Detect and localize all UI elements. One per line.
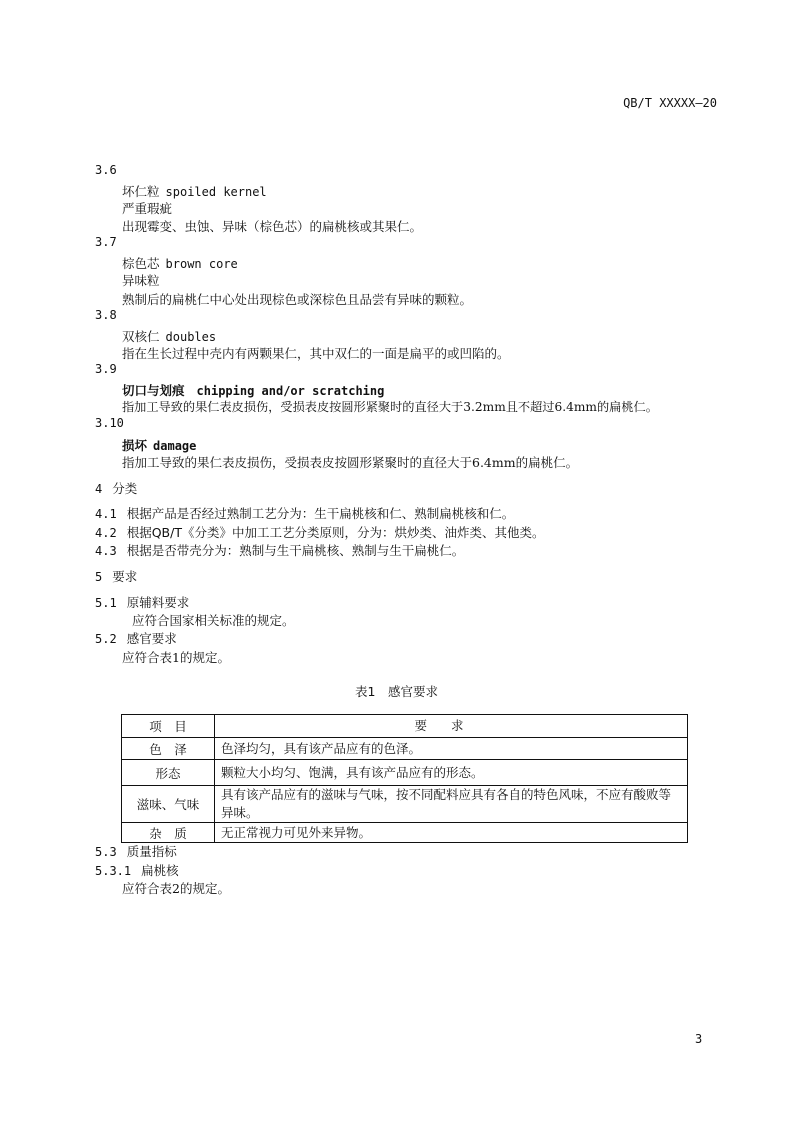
term-number: 3.10: [95, 416, 124, 430]
section-heading: [95, 479, 137, 497]
table-cell-requirement: 色泽均匀，具有该产品应有的色泽。: [215, 738, 688, 760]
table-cell-requirement: 颗粒大小均匀、饱满，具有该产品应有的形态。: [215, 760, 688, 786]
clause-number: 4.2: [95, 526, 117, 540]
subsection-number: 5.3.1: [95, 864, 132, 878]
term-number: 3.8: [95, 308, 117, 322]
term-title: [122, 380, 384, 399]
subsection-title: 感官要求: [126, 631, 177, 646]
clause-number: 4.1: [95, 507, 117, 521]
term-number: 3.6: [95, 163, 117, 177]
table-header-cell: 项 目: [122, 715, 215, 738]
clause: [95, 523, 544, 541]
term-title-zh: 坏仁粒: [122, 184, 160, 199]
sensory-requirements-table: [121, 714, 688, 843]
table-header-row: [122, 715, 688, 738]
table-cell-item: 形态: [122, 760, 215, 786]
term-title: [122, 326, 216, 345]
table-header-cell: 要求: [215, 715, 688, 738]
term-title-zh: 棕色芯: [122, 256, 160, 271]
table-row: [122, 786, 688, 823]
clause: [95, 541, 464, 559]
section-number: 5: [95, 570, 103, 584]
subsection-title: 扁桃核: [141, 863, 179, 878]
subsection-title: 质量指标: [126, 844, 177, 859]
term-title-zh: 切口与划痕: [122, 383, 185, 398]
table-cell-item: 杂 质: [122, 823, 215, 843]
table-row: [122, 823, 688, 843]
clause-text: 根据产品是否经过熟制工艺分为：生干扁桃核和仁、熟制扁桃核和仁。: [126, 506, 515, 521]
term-title-en: brown core: [165, 257, 238, 271]
clause-text: 应符合表1的规定。: [122, 650, 230, 665]
page-number: 3: [695, 1032, 703, 1046]
term-definition: 熟制后的扁桃仁中心处出现棕色或深棕色且品尝有异味的颗粒。: [122, 292, 473, 307]
subsection-title: 原辅料要求: [126, 595, 190, 610]
term-definition: 出现霉变、虫蚀、异味（棕色芯）的扁桃核或其果仁。: [122, 219, 423, 234]
term-title-en: spoiled kernel: [165, 185, 267, 199]
table-cell-item: 色 泽: [122, 738, 215, 760]
subsection-heading: [95, 842, 177, 860]
term-title: [122, 435, 196, 454]
section-heading: [95, 567, 137, 585]
section-number: 4: [95, 482, 103, 496]
term-title-zh: 损坏: [122, 438, 148, 453]
term-alt-name: 异味粒: [122, 273, 160, 288]
table-cell-requirement: 无正常视力可见外来异物。: [215, 823, 688, 843]
document-code: QB/T XXXXX—20: [623, 96, 717, 110]
term-title: [122, 253, 238, 272]
term-title-zh: 双核仁: [122, 329, 160, 344]
term-title: [122, 181, 267, 200]
table-cell-requirement: 具有该产品应有的滋味与气味，按不同配料应具有各自的特色风味，不应有酸败等异味。: [215, 786, 688, 823]
subsection-heading: [95, 593, 189, 611]
subsection-heading: [95, 629, 177, 647]
subsection-number: 5.3: [95, 845, 117, 859]
clause-number: 4.3: [95, 544, 117, 558]
subsection-number: 5.1: [95, 596, 117, 610]
table-row: [122, 760, 688, 786]
term-number: 3.7: [95, 235, 117, 249]
term-alt-name: 严重瑕疵: [122, 201, 173, 216]
section-title: 要求: [112, 569, 138, 584]
clause: [95, 504, 514, 522]
term-definition: 指加工导致的果仁表皮损伤，受损表皮按圆形紧聚时的直径大于6.4mm的扁桃仁。: [122, 455, 579, 470]
term-title-en: chipping and/or scratching: [196, 384, 385, 398]
term-definition: 指加工导致的果仁表皮损伤，受损表皮按圆形紧聚时的直径大于3.2mm且不超过6.4mm的扁桃仁。: [122, 400, 658, 414]
clause-text: 应符合表2的规定。: [122, 881, 230, 896]
subsection-heading: [95, 861, 179, 879]
clause-text: 根据是否带壳分为：熟制与生干扁桃核、熟制与生干扁桃仁。: [126, 543, 465, 558]
term-number: 3.9: [95, 362, 117, 376]
term-title-en: damage: [153, 439, 197, 453]
clause-text: 根据QB/T《分类》中加工工艺分类原则，分为：烘炒类、油炸类、其他类。: [126, 525, 545, 540]
table-caption: 表1 感官要求: [355, 684, 438, 699]
clause-text: 应符合国家相关标准的规定。: [132, 613, 295, 628]
table-cell-item: 滋味、气味: [122, 786, 215, 823]
term-definition: 指在生长过程中壳内有两颗果仁，其中双仁的一面是扁平的或凹陷的。: [122, 346, 510, 361]
section-title: 分类: [112, 481, 138, 496]
term-title-en: doubles: [165, 330, 217, 344]
table-row: [122, 738, 688, 760]
subsection-number: 5.2: [95, 632, 117, 646]
